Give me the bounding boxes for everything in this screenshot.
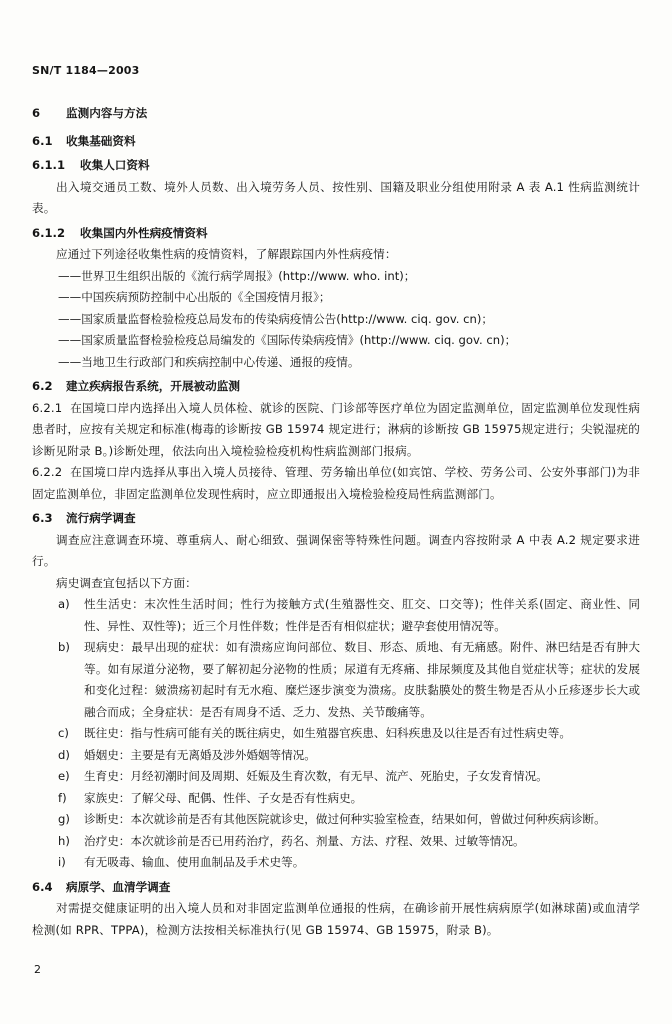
list-item [32, 809, 640, 831]
paragraph-6-3-list-intro: 病史调查宜包括以下方面： [56, 575, 197, 590]
list-marker: i) [58, 855, 66, 869]
section-number: 6.1.1 [32, 158, 66, 172]
list-item [32, 831, 640, 853]
paragraph-6-1-2-intro: 应通过下列途径收集性病的疫情资料，了解跟踪国内外性病疫情： [56, 247, 397, 261]
list-marker: d) [58, 747, 70, 762]
list-text: 治疗史：本次就诊前是否已用药治疗，药名、剂量、方法、疗程、效果、过敏等情况。 [84, 833, 525, 848]
list-item [32, 852, 640, 874]
list-marker: c) [58, 726, 69, 740]
list-marker: f) [58, 790, 67, 805]
list-item: ——国家质量监督检验检疫总局编发的《国际传染病疫情》(http://www. ciq. gov. cn)； [58, 333, 517, 347]
list-item [32, 723, 640, 745]
section-number: 6.1 [32, 133, 53, 148]
list-text: 家族史：了解父母、配偶、性伴、子女是否有性病史。 [84, 790, 363, 805]
section-heading-6-1-1 [32, 155, 640, 177]
paragraph-6-2-2 [32, 462, 640, 505]
section-number: 6.2 [32, 379, 53, 393]
section-heading-6 [32, 103, 640, 125]
section-title: 流行病学调查 [66, 511, 136, 525]
list-item [32, 637, 640, 723]
list-marker: e) [58, 769, 70, 783]
section-title: 收集国内外性病疫情资料 [80, 225, 208, 240]
section-title: 建立疾病报告系统，开展被动监测 [66, 379, 240, 393]
section-title: 病原学、血清学调查 [66, 879, 171, 894]
paragraph-6-1-1: 出入境交通员工数、境外人员数、出入境劳务人员、按性别、国籍及职业分组使用附录 A 表 A.1 性病监测统计表。 [32, 179, 640, 215]
clause-text: 在国境口岸内选择出入境人员体检、就诊的医院、门诊部等医疗单位为固定监测单位，固定监测单位发现性病患者时，应按有关规定和标准(梅毒的诊断按 GB 15974 规定进行；淋病的诊断按 GB 15975规定进行；尖锐湿疣的诊断见附录 B。)诊断处理，依法向出入境检验检疫机构性病监测部门报病。 [32, 400, 640, 458]
section-number: 6.3 [32, 511, 53, 525]
list-item: ——世界卫生组织出版的《流行病学周报》(http://www. who. int)； [58, 268, 416, 283]
list-item: ——中国疾病预防控制中心出版的《全国疫情月报》； [58, 290, 331, 304]
list-marker: a) [58, 597, 70, 611]
section-heading-6-4 [32, 877, 640, 899]
paragraph-6-4: 对需提交健康证明的出入境人员和对非固定监测单位通报的性病，在确诊前开展性病病原学(如淋球菌)或血清学检测(如 RPR、TPPA)，检测方法按相关标准执行(见 GB 15974、GB 15975，附录 B)。 [32, 901, 640, 937]
clause-number: 6.2.1 [32, 400, 63, 415]
source-list [32, 266, 640, 374]
list-item: ——当地卫生行政部门和疾病控制中心传递、通报的疫情。 [58, 354, 360, 369]
section-number: 6.4 [32, 879, 53, 894]
section-heading-6-2 [32, 376, 640, 398]
section-title: 收集基础资料 [66, 133, 136, 148]
section-title: 监测内容与方法 [66, 106, 148, 120]
section-heading-6-1 [32, 131, 640, 153]
section-heading-6-1-2 [32, 223, 640, 245]
clause-number: 6.2.2 [32, 465, 63, 479]
section-title: 收集人口资料 [80, 158, 150, 172]
list-marker: g) [58, 812, 70, 826]
document-body [32, 103, 640, 941]
list-item [32, 745, 640, 767]
list-text: 婚姻史：主要是有无离婚及涉外婚姻等情况。 [84, 747, 316, 762]
section-number: 6 [32, 106, 41, 120]
section-heading-6-3 [32, 508, 640, 530]
list-item [32, 594, 640, 637]
list-text: 现病史：最早出现的症状：如有溃疡应询问部位、数目、形态、质地、有无痛感。附件、淋巴结是否有肿大等。如有尿道分泌物，要了解初起分泌物的性质；尿道有无疼痛、排尿频度及其他自觉症状等；症状的发展和变化过程：皴溃疡初起时有无水疱、糜烂逐步演变为溃疡。皮肤黏膜处的赘生物是否从小丘疹逐步长大或融合而成；全身症状：是否有周身不适、乏力、发热、关节酸痛等。 [84, 640, 640, 719]
document-code: SN/T 1184—2003 [32, 64, 140, 77]
list-text: 性生活史：末次性生活时间；性行为接触方式(生殖器性交、肛交、口交等)；性伴关系(固定、商业性、同性、异性、双性等)；近三个月性伴数；性伴是否有相似症状；避孕套使用情况等。 [84, 597, 640, 633]
paragraph-6-3: 调查应注意调查环境、尊重病人、耐心细致、强调保密等特殊性问题。调查内容按附录 A 中表 A.2 规定要求进行。 [32, 532, 640, 568]
list-marker: h) [58, 833, 70, 848]
list-item: ——国家质量监督检验检疫总局发布的传染病疫情公告(http://www. ciq. gov. cn)； [58, 311, 493, 326]
list-marker: b) [58, 640, 70, 654]
clause-text: 在国境口岸内选择从事出入境人员接待、管理、劳务输出单位(如宾馆、学校、劳务公司、公安外事部门)为非固定监测单位，非固定监测单位发现性病时，应立即通报出入境检验检疫局性病监测部门。 [32, 465, 641, 501]
list-item [32, 788, 640, 810]
paragraph-6-2-1 [32, 398, 640, 463]
list-text: 生育史：月经初潮时间及周期、妊娠及生育次数，有无早、流产、死胎史，子女发育情况。 [84, 769, 548, 783]
list-text: 诊断史：本次就诊前是否有其他医院就诊史，做过何种实验室检查，结果如何，曾做过何种疾病诊断。 [84, 812, 606, 826]
list-item [32, 766, 640, 788]
section-number: 6.1.2 [32, 225, 66, 240]
list-text: 有无吸毒、输血、使用血制品及手术史等。 [84, 855, 305, 869]
history-list [32, 594, 640, 874]
page-number: 2 [34, 963, 41, 976]
list-text: 既往史：指与性病可能有关的既往病史，如生殖器官疾患、妇科疾患及以往是否有过性病史等。 [84, 726, 571, 740]
